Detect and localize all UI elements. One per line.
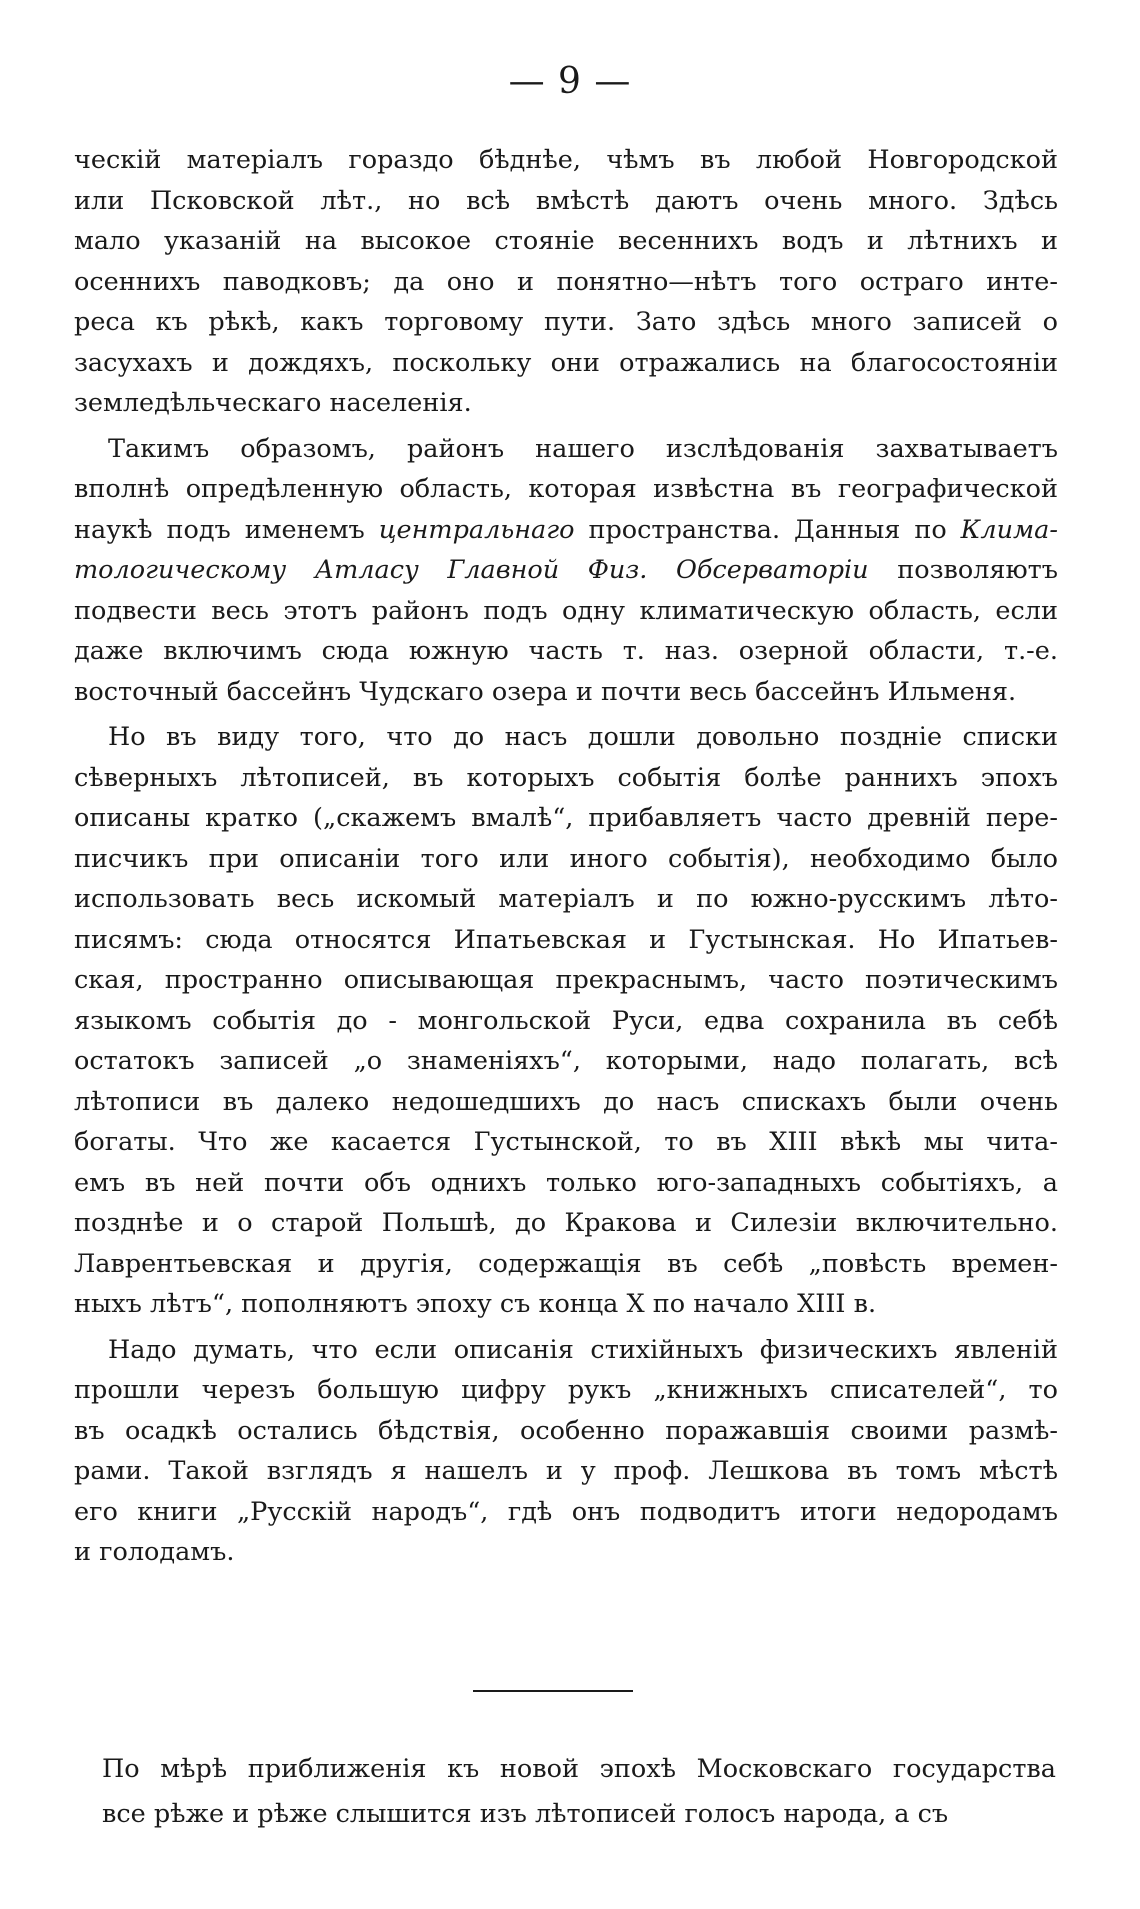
text-run: использовать весь искомый матеріалъ и по южно-русскимъ лѣто-	[74, 884, 1058, 914]
text-run: или Псковской лѣт., но всѣ вмѣстѣ даютъ очень много. Здѣсь	[74, 185, 1058, 216]
text-line	[74, 429, 1058, 470]
text-run: По мѣрѣ приближенія къ новой эпохѣ Московскаго государства	[102, 1754, 1056, 1784]
italic-text: тологическому Атласу Главной Физ. Обсерваторіи	[74, 555, 869, 585]
text-line	[74, 1284, 1058, 1325]
text-line	[74, 920, 1058, 961]
text-line	[74, 1001, 1058, 1042]
text-run: восточный бассейнъ Чудскаго озера и почти весь бассейнъ Ильменя.	[74, 676, 1017, 707]
text-line	[74, 1492, 1058, 1533]
text-line	[74, 1122, 1058, 1163]
italic-text: центральнаго	[378, 514, 575, 545]
text-run: писямъ: сюда относятся Ипатьевская и Густынская. Но Ипатьев-	[74, 924, 1058, 955]
text-run: реса къ рѣкѣ, какъ торговому пути. Зато здѣсь много записей о	[74, 307, 1058, 337]
text-line	[74, 1244, 1058, 1285]
text-line	[74, 383, 1058, 424]
section-divider	[473, 1690, 633, 1692]
text-run: остатокъ записей „о знаменіяхъ“, которыми, надо полагать, всѣ	[74, 1046, 1058, 1076]
text-run: рами. Такой взглядъ я нашелъ и у проф. Лешкова въ томъ мѣстѣ	[74, 1456, 1058, 1486]
text-run: вполнѣ опредѣленную область, которая извѣстна въ географической	[74, 474, 1058, 504]
text-run: прошли черезъ большую цифру рукъ „книжныхъ списателей“, то	[74, 1375, 1058, 1405]
text-line	[74, 798, 1058, 839]
text-run: пространства. Данныя по	[574, 514, 961, 545]
text-line	[74, 262, 1058, 303]
final-text	[102, 1747, 1056, 1837]
text-line	[74, 758, 1058, 799]
text-line	[74, 1163, 1058, 1204]
text-line	[74, 717, 1058, 758]
text-run: наукѣ подъ именемъ	[74, 514, 379, 545]
paragraph	[74, 140, 1058, 424]
text-run: Надо думать, что если описанія стихійныхъ физическихъ явленій	[108, 1334, 1058, 1365]
text-line	[74, 1370, 1058, 1411]
text-line	[74, 550, 1058, 591]
text-run: и голодамъ.	[74, 1537, 235, 1567]
text-line	[74, 469, 1058, 510]
text-line	[74, 1411, 1058, 1452]
text-line	[74, 510, 1058, 551]
text-line	[74, 672, 1058, 713]
text-run: языкомъ событія до - монгольской Руси, едва сохранила въ себѣ	[74, 1005, 1058, 1036]
text-run: Лаврентьевская и другія, содержащія въ себѣ „повѣсть времен-	[74, 1248, 1058, 1279]
text-line	[74, 1330, 1058, 1371]
text-line	[74, 1041, 1058, 1082]
text-line	[74, 591, 1058, 632]
text-run: Такимъ образомъ, районъ нашего изслѣдованія захватываетъ	[108, 433, 1058, 464]
text-run: емъ въ ней почти объ однихъ только юго-западныхъ событіяхъ, а	[74, 1167, 1058, 1198]
text-line	[74, 879, 1058, 920]
text-line	[74, 960, 1058, 1001]
page-number: — 9 —	[508, 61, 632, 102]
text-line	[74, 181, 1058, 222]
text-run: его книги „Русскій народъ“, гдѣ онъ подводитъ итоги недородамъ	[74, 1496, 1058, 1527]
main-text	[74, 140, 1058, 1573]
text-run: лѣтописи въ далеко недошедшихъ до насъ спискахъ были очень	[74, 1086, 1058, 1117]
text-line	[74, 839, 1058, 880]
text-line	[74, 1082, 1058, 1123]
text-run: позволяютъ	[868, 555, 1058, 585]
text-line	[74, 221, 1058, 262]
paragraph	[74, 717, 1058, 1325]
text-run: мало указаній на высокое стояніе весеннихъ водъ и лѣтнихъ и	[74, 226, 1058, 256]
text-run: описаны кратко („скажемъ вмалѣ“, прибавляетъ часто древній пере-	[74, 803, 1058, 833]
text-run: Но въ виду того, что до насъ дошли довольно поздніе списки	[108, 722, 1058, 752]
text-run: писчикъ при описаніи того или иного событія), необходимо было	[74, 843, 1058, 874]
text-line	[74, 1451, 1058, 1492]
text-run: даже включимъ сюда южную часть т. наз. озерной области, т.-е.	[74, 636, 1058, 666]
paragraph	[74, 429, 1058, 713]
text-line	[102, 1792, 1056, 1837]
text-line	[74, 631, 1058, 672]
paragraph	[102, 1747, 1056, 1837]
text-run: позднѣе и о старой Польшѣ, до Кракова и Силезіи включительно.	[74, 1208, 1058, 1238]
text-run: ныхъ лѣтъ“, пополняютъ эпоху съ конца X по начало XIII в.	[74, 1289, 877, 1319]
text-line	[74, 1532, 1058, 1573]
text-run: ческій матеріалъ гораздо бѣднѣе, чѣмъ въ любой Новгородской	[74, 145, 1058, 175]
text-line	[102, 1747, 1056, 1792]
text-run: ская, пространно описывающая прекраснымъ, часто поэтическимъ	[74, 965, 1058, 995]
text-line	[74, 302, 1058, 343]
text-line	[74, 1203, 1058, 1244]
text-run: земледѣльческаго населенія.	[74, 388, 472, 418]
paragraph	[74, 1330, 1058, 1573]
italic-text: Клима-	[960, 514, 1058, 545]
text-run: подвести весь этотъ районъ подъ одну климатическую область, если	[74, 595, 1058, 626]
text-line	[74, 343, 1058, 384]
text-run: богаты. Что же касается Густынской, то въ XIII вѣкѣ мы чита-	[74, 1127, 1058, 1157]
text-line	[74, 140, 1058, 181]
text-run: все рѣже и рѣже слышится изъ лѣтописей голосъ народа, а съ	[102, 1799, 949, 1829]
text-run: засухахъ и дождяхъ, поскольку они отражались на благосостояніи	[74, 347, 1058, 378]
text-run: въ осадкѣ остались бѣдствія, особенно поражавшія своими размѣ-	[74, 1415, 1058, 1446]
text-run: сѣверныхъ лѣтописей, въ которыхъ событія болѣе раннихъ эпохъ	[74, 762, 1058, 793]
text-run: осеннихъ паводковъ; да оно и понятно—нѣтъ того остраго инте-	[74, 266, 1058, 297]
